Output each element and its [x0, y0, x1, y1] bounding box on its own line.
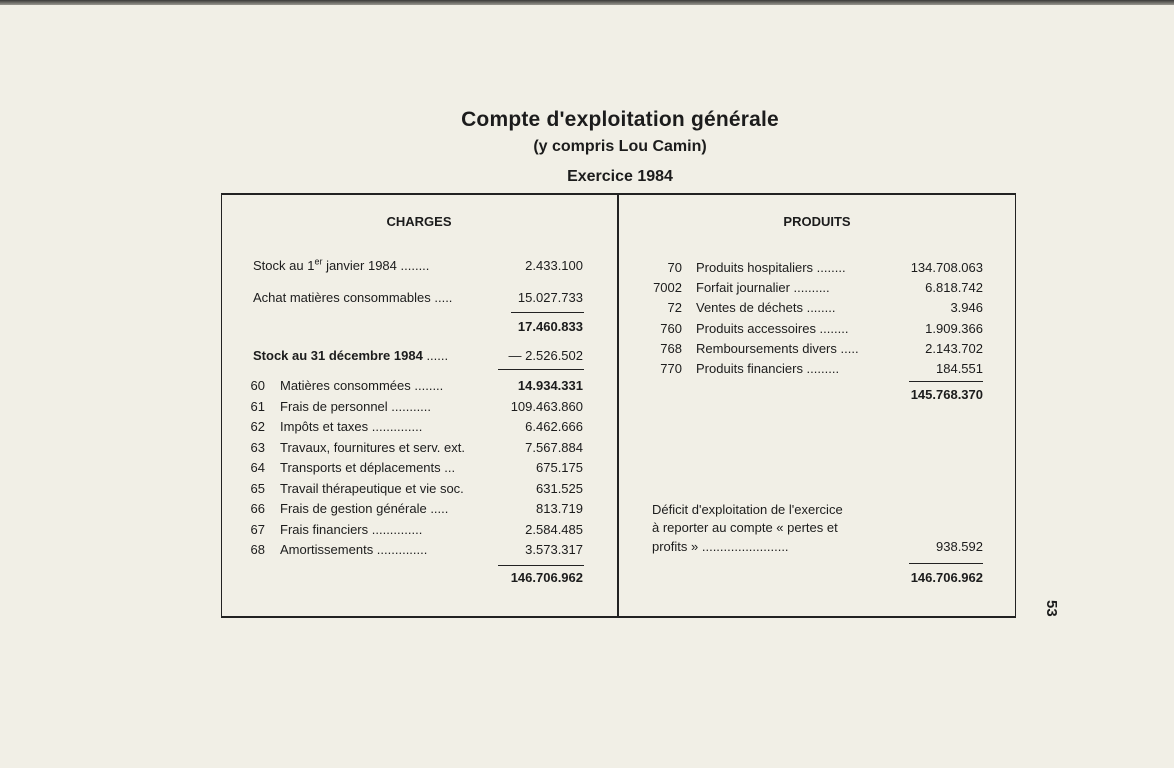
charge-label: Matières consommées ........ — [280, 378, 444, 393]
produit-code: 7002 — [653, 280, 682, 295]
charge-label: Travaux, fournitures et serv. ext. — [280, 440, 465, 455]
charge-code: 65 — [250, 481, 265, 496]
charge-code: 62 — [250, 419, 265, 434]
exercise-label: Exercice 1984 — [567, 168, 673, 185]
charge-label: Frais financiers .............. — [280, 522, 423, 537]
stock-dec-amount: — 2.526.502 — [508, 348, 583, 363]
achat-label: Achat matières consommables ..... — [253, 290, 453, 305]
charge-label: Travail thérapeutique et vie soc. — [280, 481, 464, 496]
stock-jan-amount: 2.433.100 — [525, 258, 583, 273]
charge-code: 64 — [250, 460, 265, 475]
produit-amount: 2.143.702 — [925, 341, 983, 356]
produits-heading: PRODUITS — [783, 214, 851, 229]
produit-code: 72 — [667, 300, 682, 315]
produit-code: 70 — [667, 260, 682, 275]
produits-total-rule — [909, 563, 983, 564]
produit-code: 770 — [660, 361, 682, 376]
charge-code: 67 — [250, 522, 265, 537]
stock-dec-dots: ...... — [422, 348, 449, 363]
produits-subtotal: 145.768.370 — [910, 387, 983, 402]
produit-amount: 134.708.063 — [910, 260, 983, 275]
deficit-line-2: à reporter au compte « pertes et — [652, 520, 838, 535]
charge-amount: 6.462.666 — [525, 419, 583, 434]
produit-amount: 6.818.742 — [925, 280, 983, 295]
title-block — [0, 108, 1174, 186]
charge-label: Frais de gestion générale ..... — [280, 501, 449, 516]
produit-label: Produits accessoires ........ — [696, 321, 849, 336]
page-subtitle: (y compris Lou Camin) — [533, 138, 707, 155]
charge-amount: 3.573.317 — [525, 542, 583, 557]
subtotal-rule — [511, 312, 584, 313]
charge-amount: 14.934.331 — [517, 378, 583, 393]
charge-amount: 2.584.485 — [525, 522, 583, 537]
produit-code: 768 — [660, 341, 682, 356]
stock-jan-row — [253, 257, 429, 275]
charge-label: Transports et déplacements ... — [280, 460, 456, 475]
deficit-line-1: Déficit d'exploitation de l'exercice — [652, 502, 843, 517]
produit-amount: 184.551 — [936, 361, 983, 376]
charges-subtotal: 17.460.833 — [517, 319, 583, 334]
page-title: Compte d'exploitation générale — [461, 108, 779, 131]
charges-heading: CHARGES — [386, 214, 452, 229]
achat-amount: 15.027.733 — [517, 290, 583, 305]
produits-subtotal-rule — [909, 381, 983, 382]
charge-amount: 7.567.884 — [525, 440, 583, 455]
produit-amount: 1.909.366 — [925, 321, 983, 336]
stock-jan-label: Stock au 1er janvier 1984 ........ — [253, 256, 430, 273]
produit-label: Ventes de déchets ........ — [696, 300, 836, 315]
charge-amount: 675.175 — [536, 460, 583, 475]
charge-label: Frais de personnel ........... — [280, 399, 432, 414]
produit-amount: 3.946 — [950, 300, 983, 315]
charge-amount: 109.463.860 — [510, 399, 583, 414]
charge-code: 68 — [250, 542, 265, 557]
produits-total: 146.706.962 — [910, 570, 983, 585]
stock-dec-rule — [498, 369, 584, 370]
stock-dec-row — [253, 347, 448, 365]
charge-code: 66 — [250, 501, 265, 516]
page-number: 53 — [1043, 600, 1060, 617]
produit-label: Remboursements divers ..... — [696, 341, 859, 356]
deficit-amount: 938.592 — [936, 539, 983, 554]
charge-amount: 813.719 — [536, 501, 583, 516]
scan-top-edge — [0, 0, 1174, 5]
charge-code: 60 — [250, 378, 265, 393]
produit-label: Produits financiers ......... — [696, 361, 840, 376]
charge-amount: 631.525 — [536, 481, 583, 496]
produit-code: 760 — [660, 321, 682, 336]
stock-dec-label: Stock au 31 décembre 1984 — [253, 348, 423, 363]
produit-label: Produits hospitaliers ........ — [696, 260, 846, 275]
charge-label: Impôts et taxes .............. — [280, 419, 423, 434]
charge-code: 63 — [250, 440, 265, 455]
charges-total-rule — [498, 565, 584, 566]
charge-label: Amortissements .............. — [280, 542, 428, 557]
deficit-line-3: profits » ........................ — [652, 539, 789, 554]
charges-total: 146.706.962 — [510, 570, 583, 585]
column-divider — [617, 195, 619, 616]
produit-label: Forfait journalier .......... — [696, 280, 830, 295]
charge-code: 61 — [250, 399, 265, 414]
